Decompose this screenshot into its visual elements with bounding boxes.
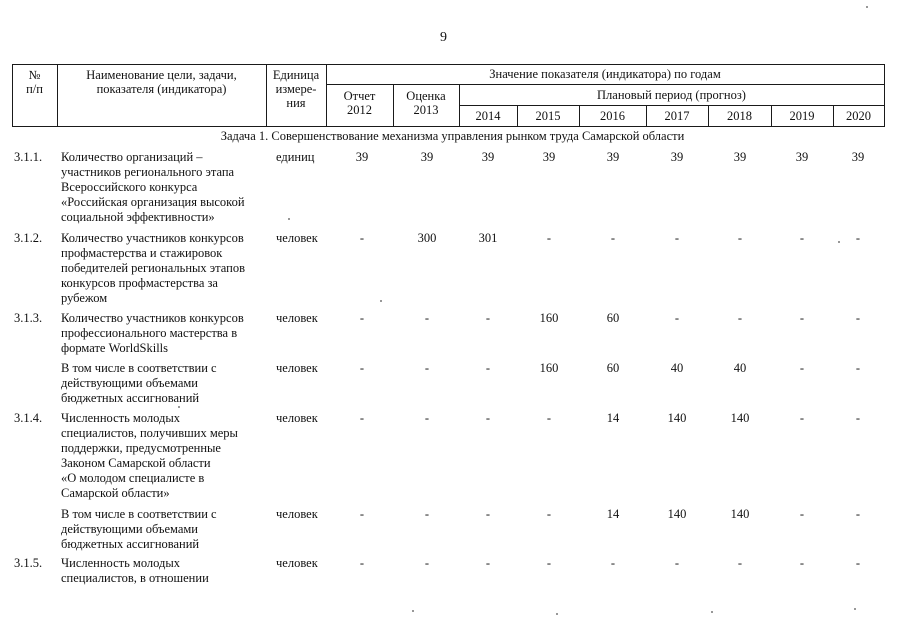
row-value: - [674,231,680,245]
row-value: 140 [730,411,750,425]
row-value: - [855,311,861,325]
row-value: - [855,556,861,570]
row-value: - [674,556,680,570]
row-value: - [610,231,616,245]
scan-speck [711,611,713,613]
row-unit: человек [276,411,318,425]
row-indicator-name: Количество организаций – участников регионального этапа Всероссийского конкурса «Российская организация высокой социальной эффективности» [61,150,245,224]
row-value: - [359,411,365,425]
row-value: - [546,507,552,521]
row-unit: человек [276,361,318,375]
header-report-2012: Отчет 2012 [343,89,376,117]
row-value: 39 [420,150,434,164]
row-indicator-name: Количество участников конкурсов профмастерства и стажировок победителей региональных этапов конкурсов профмастерства за рубежом [61,231,245,305]
row-value: 39 [851,150,865,164]
row-value: - [424,361,430,375]
scan-speck [412,610,414,612]
row-unit: человек [276,231,318,245]
header-values-title: Значение показателя (индикатора) по годам [489,67,721,81]
header-year: 2014 [475,109,501,123]
row-value: - [855,507,861,521]
row-value: 40 [733,361,747,375]
row-value: - [799,311,805,325]
row-value: - [424,311,430,325]
row-value: - [485,556,491,570]
header-year: 2016 [600,109,625,123]
scan-speck [178,406,180,408]
row-value: - [855,411,861,425]
row-value: - [610,556,616,570]
row-value: - [546,556,552,570]
row-value: 39 [355,150,369,164]
row-number: 3.1.4. [14,411,43,425]
row-value: 140 [730,507,750,521]
row-unit: человек [276,556,318,570]
row-number: 3.1.5. [14,556,43,570]
row-value: 301 [478,231,498,245]
row-value: - [799,231,805,245]
row-value: - [799,556,805,570]
row-value: - [737,556,743,570]
row-value: 40 [670,361,684,375]
row-value: 140 [667,411,687,425]
scan-speck [288,218,290,220]
row-value: 39 [670,150,684,164]
row-value: 39 [481,150,495,164]
header-year: 2019 [789,109,815,123]
row-value: - [359,507,365,521]
header-name: Наименование цели, задачи, показателя (индикатора) [86,68,237,96]
row-number: 3.1.3. [14,311,43,325]
row-number: 3.1.1. [14,150,43,164]
row-value: 160 [539,311,559,325]
row-value: 39 [795,150,809,164]
header-estimate-2013: Оценка 2013 [406,89,446,117]
task-title: Задача 1. Совершенствование механизма управления рынком труда Самарской области [220,129,685,143]
row-indicator-name: Численность молодых специалистов, в отношении [61,556,209,585]
header-num: № п/п [26,68,43,96]
row-value: - [424,411,430,425]
row-value: 160 [539,361,559,375]
row-value: 39 [542,150,556,164]
row-unit: человек [276,311,318,325]
row-value: - [799,411,805,425]
row-value: 14 [606,411,620,425]
row-value: - [546,231,552,245]
row-unit: человек [276,507,318,521]
row-value: - [799,507,805,521]
row-value: - [546,411,552,425]
row-value: - [424,507,430,521]
row-value: - [855,231,861,245]
row-value: - [674,311,680,325]
row-value: - [485,361,491,375]
row-value: - [485,411,491,425]
row-indicator-name: Численность молодых специалистов, получивших меры поддержки, предусмотренные Законом Самарской области «О молодом специалисте в Самарской области» [61,411,238,500]
row-value: - [359,311,365,325]
row-value: 60 [606,311,620,325]
row-value: - [485,507,491,521]
row-unit: единиц [276,150,315,164]
header-year: 2015 [535,109,561,123]
scan-speck [838,241,840,243]
row-value: - [359,361,365,375]
row-value: - [855,361,861,375]
row-value: - [737,311,743,325]
row-value: 60 [606,361,620,375]
scan-speck [866,6,868,8]
row-indicator-name: Количество участников конкурсов профессионального мастерства в формате WorldSkills [61,311,244,355]
header-year: 2017 [664,109,690,123]
scan-speck [854,608,856,610]
row-value: - [737,231,743,245]
header-unit: Единица измере- ния [272,68,320,110]
header-year: 2018 [727,109,752,123]
row-value: - [424,556,430,570]
row-value: - [359,556,365,570]
row-number: 3.1.2. [14,231,43,245]
row-indicator-name: В том числе в соответствии с действующими объемами бюджетных ассигнований [61,507,217,551]
scan-speck [380,300,382,302]
row-value: 14 [606,507,620,521]
row-value: - [799,361,805,375]
row-value: 300 [417,231,437,245]
header-year: 2020 [846,109,871,123]
header-plan-title: Плановый период (прогноз) [597,88,746,102]
row-value: - [485,311,491,325]
row-indicator-name: В том числе в соответствии с действующими объемами бюджетных ассигнований [61,361,217,405]
row-value: 39 [733,150,747,164]
row-value: 140 [667,507,687,521]
scan-speck [556,613,558,615]
row-value: 39 [606,150,620,164]
page-number: 9 [440,30,447,45]
row-value: - [359,231,365,245]
